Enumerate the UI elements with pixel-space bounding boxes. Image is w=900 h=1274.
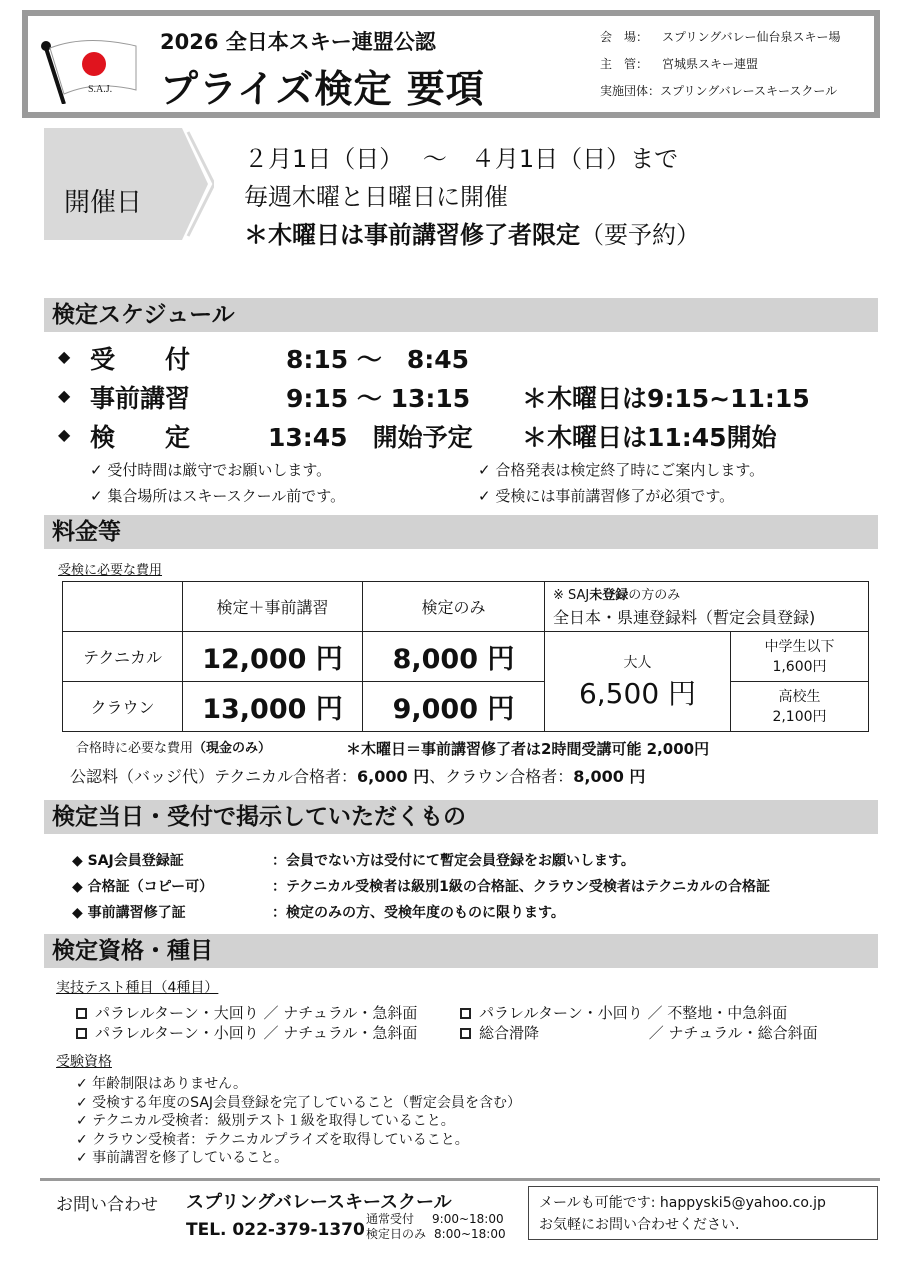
fees-sublabel: 受検に必要な費用: [58, 563, 163, 578]
page-title: プライズ検定 要項: [160, 67, 485, 111]
date-weekdays: 毎週木曜と日曜日に開催: [244, 183, 508, 211]
header-subtitle: 2026 全日本スキー連盟公認: [160, 30, 436, 54]
fee-header-exam-only: 検定のみ: [363, 582, 545, 632]
fee-crown-exam-only: 9,000 円: [363, 682, 545, 732]
fee-adult: 大人 6,500 円: [545, 632, 731, 732]
email-line[interactable]: メールも可能です: happyski5@yahoo.co.jp: [539, 1195, 826, 1211]
diamond-icon: ◆: [58, 424, 71, 444]
item-lecture-cert: ◆ 事前講習修了証 ：検定のみの方、受検年度のものに限ります。: [72, 905, 565, 921]
date-thursday-note: ＊木曜日は事前講習修了者限定（要予約）: [244, 221, 700, 249]
schedule-notes-left: ✓ 受付時間は厳守でお願いします。 ✓ 集合場所はスキースクール前です。: [90, 461, 346, 505]
email-line2: お気軽にお問い合わせください.: [539, 1217, 740, 1233]
phone-number[interactable]: TEL. 022-379-1370: [186, 1220, 365, 1240]
fee-row-technical-name: テクニカル: [63, 632, 183, 682]
schedule-notes-right: ✓ 合格発表は検定終了時にご案内します。 ✓ 受検には事前講習修了が必須です。: [478, 461, 765, 505]
info-organizer: 主 管： 宮城県スキー連盟: [600, 57, 759, 71]
fee-junior: 中学生以下 1,600円: [731, 632, 869, 682]
schedule-row-reception: ◆ 受 付 8:15 ～ 8:45: [58, 345, 470, 374]
fee-highschool: 高校生 2,100円: [731, 682, 869, 732]
fee-technical-exam-only: 8,000 円: [363, 632, 545, 682]
school-name: スプリングバレースキースクール: [186, 1192, 452, 1213]
section-items: 検定当日・受付で掲示していただくもの: [44, 800, 878, 834]
fee-row-crown-name: クラウン: [63, 682, 183, 732]
requirements-list: ✓ 年齢制限はありません。 ✓ 受検する年度のSAJ会員登録を完了していること（暫定会員を含む） ✓ テクニカル受検者：級別テスト１級を取得していること。 ✓ クラウン受検者：テクニカルプライズを取得していること。 ✓ 事前講習を修了していること。: [76, 1076, 522, 1166]
fee-header-with-lecture: 検定＋事前講習: [183, 582, 363, 632]
checkbox-icon: [460, 1008, 471, 1019]
item-saj-card: ◆ SAJ会員登録証 ：会員でない方は受付にて暫定会員登録をお願いします。: [72, 853, 635, 869]
thursday-fee-note: ＊木曜日＝事前講習修了者は2時間受講可能 2,000円: [346, 740, 710, 758]
item-certificate: ◆ 合格証（コピー可） ：テクニカル受検者は級別1級の合格証、クラウン受検者はテクニカルの合格証: [72, 879, 771, 895]
checkbox-icon: [460, 1028, 471, 1039]
requirements-label: 受験資格: [56, 1054, 112, 1070]
fee-table: [62, 581, 869, 732]
schedule-row-exam: ◆ 検 定 13:45 開始予定 ＊木曜日は11:45開始: [58, 423, 777, 452]
saj-flag-logo: [36, 24, 146, 104]
diamond-icon: ◆: [58, 346, 71, 366]
office-hours: 通常受付 9:00~18:00 検定日のみ 8:00~18:00: [366, 1212, 506, 1241]
flag-text: S.A.J.: [88, 84, 113, 95]
schedule-row-lecture: ◆ 事前講習 9:15 ～ 13:15 ＊木曜日は9:15~11:15: [58, 384, 810, 413]
pass-fee-note: 合格時に必要な費用（現金のみ）: [76, 741, 272, 756]
fee-technical-with-lecture: 12,000 円: [183, 632, 363, 682]
date-label-text: 開催日: [64, 188, 143, 218]
email-box: [528, 1186, 878, 1240]
date-lines: [244, 140, 700, 254]
section-schedule: 検定スケジュール: [44, 298, 878, 332]
header-info: [600, 24, 841, 105]
events-label: 実技テスト種目（4種目）: [56, 980, 219, 996]
events-left: パラレルターン・大回り ／ ナチュラル・急斜面 パラレルターン・小回り ／ ナチュラル・急斜面: [76, 1003, 417, 1043]
events-right: パラレルターン・小回り ／ 不整地・中急斜面 総合滑降 ／ ナチュラル・総合斜面: [460, 1003, 818, 1043]
checkbox-icon: [76, 1028, 87, 1039]
contact-label: お問い合わせ: [56, 1195, 158, 1215]
fee-header-registration: ※ SAJ未登録の方のみ 全日本・県連登録料（暫定会員登録): [545, 582, 869, 632]
date-label-arrow: [44, 128, 214, 240]
certification-fee: 公認料（バッジ代）テクニカル合格者：6,000 円、クラウン合格者：8,000 円: [70, 767, 646, 786]
footer-divider: [40, 1178, 880, 1181]
header-box: [22, 10, 880, 118]
section-qualification: 検定資格・種目: [44, 934, 878, 968]
fee-crown-with-lecture: 13,000 円: [183, 682, 363, 732]
info-venue: 会 場： スプリングバレー仙台泉スキー場: [600, 30, 841, 44]
diamond-icon: ◆: [58, 385, 71, 405]
date-range: ２月1日（日） ～ ４月1日（日）まで: [244, 145, 679, 173]
section-fees: 料金等: [44, 515, 878, 549]
info-host: 実施団体：スプリングバレースキースクール: [600, 84, 838, 98]
checkbox-icon: [76, 1008, 87, 1019]
fee-corner: [63, 582, 183, 632]
